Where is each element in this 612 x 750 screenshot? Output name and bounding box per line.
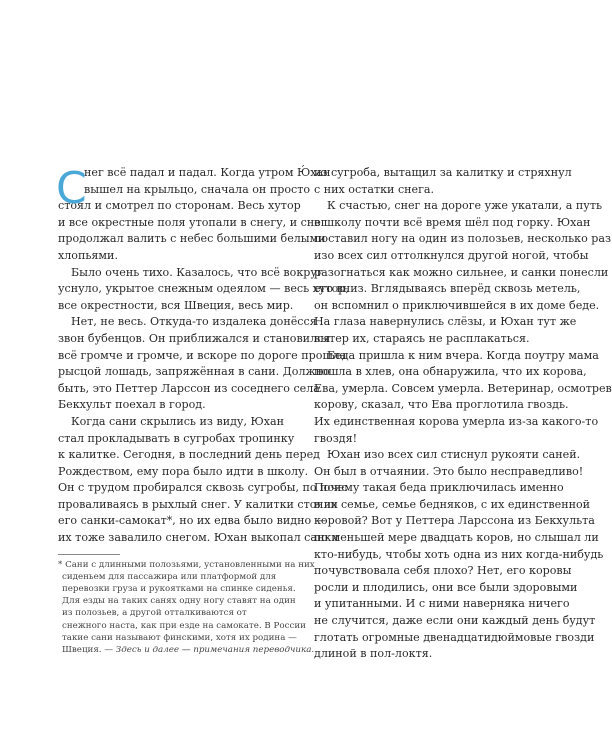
text-line: по меньшей мере двадцать коров, но слышал ли (314, 531, 599, 545)
text-line: Было очень тихо. Казалось, что всё вокруг (71, 265, 323, 279)
footnote-line: снежного наста, как при езде на самокате. В России (62, 620, 306, 631)
footnote-line (58, 644, 315, 656)
text-line: Он был в отчаянии. Это было несправедливо! (314, 464, 584, 478)
text-line: Бекхульт поехал в город. (58, 398, 206, 412)
text-line: Почему такая беда приключилась именно (314, 481, 564, 495)
text-line: с них остатки снега. (314, 182, 435, 196)
text-line: Их единственная корова умерла из-за какого-то (314, 414, 599, 428)
text-line: коровой? Вот у Петтера Ларссона из Бекхульта (314, 514, 595, 528)
text-line: разогнаться как можно сильнее, и санки понесли (314, 265, 609, 279)
right-column (314, 165, 612, 663)
text-line: к калитке. Сегодня, в последний день перед (58, 448, 320, 462)
text-line: Он с трудом пробирался сквозь сугробы, по пояс (58, 481, 348, 495)
text-line: длиной в пол-локтя. (314, 647, 433, 661)
footnote-line: такие сани называют финскими, хотя их родина — (62, 632, 297, 643)
footnote-line: * Сани с длинными полозьями, установленными на них (58, 559, 315, 570)
text-line: Юхан изо всех сил стиснул рукояти саней. (327, 448, 581, 462)
footnote-divider (58, 554, 120, 555)
text-line: из сугроба, вытащил за калитку и стряхнул (314, 166, 572, 179)
text-line: он вспомнил о приключившейся в их доме беде. (314, 298, 600, 312)
text-line: его вниз. Вглядываясь вперёд сквозь метель, (314, 282, 581, 296)
footnote-text: Швеция. — (62, 644, 116, 655)
text-line: нег всё падал и падал. Когда утром Ю́хан (84, 166, 331, 179)
text-line: поставил ногу на один из полозьев, несколько раз (314, 232, 612, 246)
text-line: росли и плодились, они все были здоровыми (314, 580, 578, 594)
text-line: в школу почти всё время шёл под горку. Юхан (314, 215, 591, 229)
text-line: К счастью, снег на дороге уже укатали, а путь (327, 199, 602, 213)
text-line: и упитанными. И с ними наверняка ничего (314, 597, 570, 611)
text-line: корову, сказал, что Ева проглотила гвоздь. (314, 398, 569, 412)
text-line: гвоздя! (314, 431, 358, 445)
text-line: все окрестности, вся Швеция, весь мир. (58, 298, 294, 312)
translator-note: Здесь и далее — примечания переводчика. (115, 644, 315, 655)
footnote-line: из полозьев, а другой отталкиваются от (62, 608, 247, 619)
text-line: проваливаясь в рыхлый снег. У калитки стояли (58, 497, 338, 511)
footnote-line: Для езды на таких санях одну ногу ставят на один (62, 596, 296, 607)
text-line: почувствовала себя плохо? Нет, его коровы (314, 564, 572, 578)
text-line: их тоже завалило снегом. Юхан выкопал санки (58, 531, 339, 545)
text-line: кто-нибудь, чтобы хоть одна из них когда-нибудь (314, 547, 604, 561)
text-line: вышел на крыльцо, сначала он просто (84, 182, 311, 196)
text-line: На глаза навернулись слёзы, и Юхан тут же (314, 315, 577, 329)
drop-cap: С (56, 163, 87, 214)
text-line: уснуло, укрытое снежным одеялом — весь хутор, (58, 282, 349, 296)
footnote-line: перевозки груза и рукоятками на спинке сиденья. (62, 584, 296, 595)
text-line: его санки-самокат*, но их едва было видно — (58, 514, 326, 528)
text-line: Беда пришла к ним вчера. Когда поутру мама (327, 348, 599, 362)
text-line: не случится, даже если они каждый день будут (314, 614, 596, 628)
text-line: глотать огромные двенадцатидюймовые гвозди (314, 630, 595, 644)
footnote (58, 559, 315, 657)
text-line: быть, это Петтер Ларссон из соседнего села (58, 381, 320, 395)
text-line: Когда сани скрылись из виду, Юхан (71, 414, 285, 428)
footnote-line: сиденьем для пассажира или платформой для (62, 571, 277, 582)
text-line: пошла в хлев, она обнаружила, что их корова, (314, 365, 587, 379)
text-line: Рождеством, ему пора было идти в школу. (58, 464, 309, 478)
text-line: рысцой лошадь, запряжённая в сани. Должно (58, 365, 330, 379)
text-line: стал прокладывать в сугробах тропинку (58, 431, 295, 445)
text-line: Нет, не весь. Откуда-то издалека донёсся (71, 315, 317, 329)
text-line: Ева, умерла. Совсем умерла. Ветеринар, осмотрев (314, 381, 612, 395)
text-line: продолжал валить с небес большими белыми (58, 232, 326, 246)
text-line: всё громче и громче, и вскоре по дороге прошла (58, 348, 347, 362)
text-line: изо всех сил оттолкнулся другой ногой, чтобы (314, 248, 589, 262)
text-line: вытер их, стараясь не расплакаться. (314, 331, 530, 345)
text-line: и все окрестные поля утопали в снегу, и снег (58, 215, 327, 229)
text-line: в их семье, семье бедняков, с их единственной (314, 497, 591, 511)
text-line: хлопьями. (58, 248, 118, 262)
text-line: звон бубенцов. Он приближался и становился (58, 331, 331, 345)
text-line: стоял и смотрел по сторонам. Весь хутор (58, 199, 301, 213)
